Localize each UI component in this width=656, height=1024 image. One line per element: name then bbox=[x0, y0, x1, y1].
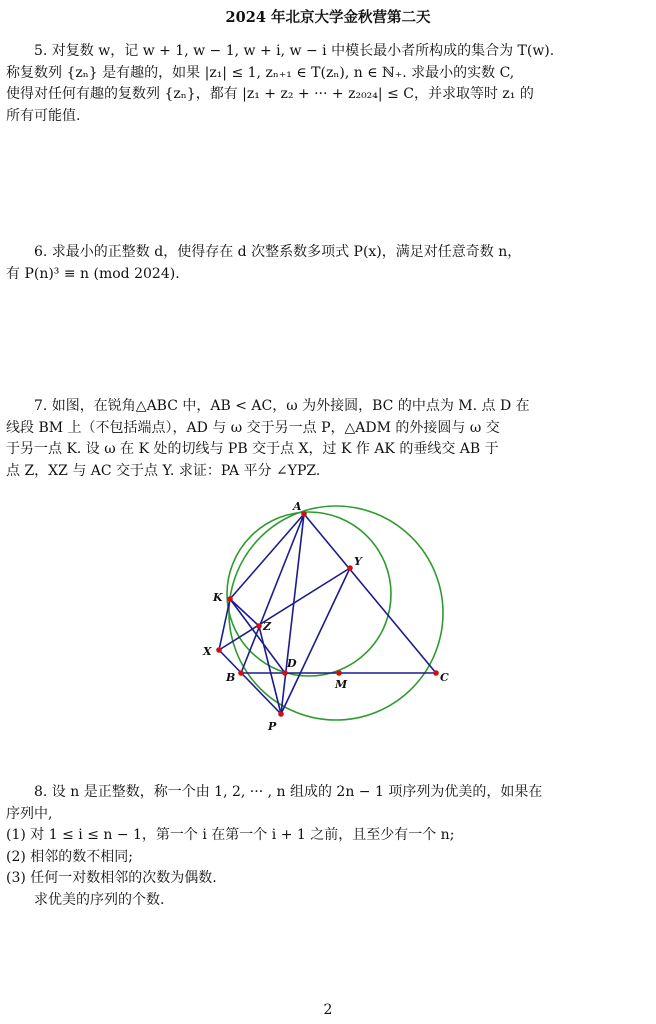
problem-8-line-1: 8. 设 n 是正整数，称一个由 1, 2, ··· , n 组成的 2n − 1 项序列为优美的，如果在 bbox=[34, 784, 543, 800]
problem-6-line-2: 有 P(n)³ ≡ n (mod 2024). bbox=[6, 265, 180, 282]
label-c: C bbox=[440, 671, 449, 684]
problem-7-line-4: 点 Z，XZ 与 AC 交于点 Y. 求证：PA 平分 ∠YPZ. bbox=[6, 462, 321, 479]
problem-8-question: 求优美的序列的个数. bbox=[34, 891, 165, 908]
problem-5-line-2: 称复数列 {zₙ} 是有趣的，如果 |z₁| ≤ 1, zₙ₊₁ ∈ T(zₙ), n ∈ ℕ₊. 求最小的实数 C, bbox=[6, 64, 515, 81]
label-p: P bbox=[268, 720, 277, 730]
problem-6 bbox=[6, 242, 650, 285]
label-z: Z bbox=[263, 620, 272, 633]
point-m bbox=[336, 670, 342, 676]
problem-5-line-4: 所有可能值. bbox=[6, 107, 81, 124]
page-number: 2 bbox=[323, 1002, 333, 1018]
label-k: K bbox=[213, 591, 223, 604]
problem-7-line-3: 于另一点 K. 设 ω 在 K 处的切线与 PB 交于点 X，过 K 作 AK 的垂线交 AB 于 bbox=[6, 441, 499, 457]
point-p bbox=[278, 711, 284, 717]
label-b: B bbox=[226, 671, 236, 684]
geometry-figure bbox=[195, 497, 465, 730]
problem-8-condition-1: (1) 对 1 ≤ i ≤ n − 1，第一个 i 在第一个 i + 1 之前，且至少有一个 n; bbox=[6, 827, 455, 843]
point-d bbox=[282, 670, 288, 676]
point-a bbox=[301, 511, 307, 517]
label-y: Y bbox=[354, 555, 362, 568]
label-m: M bbox=[335, 678, 348, 691]
label-a: A bbox=[293, 500, 302, 513]
problem-7-line-2: 线段 BM 上（不包括端点），AD 与 ω 交于另一点 P，△ADM 的外接圆与 ω 交 bbox=[6, 419, 500, 436]
problem-5 bbox=[6, 41, 650, 127]
point-y bbox=[347, 565, 353, 571]
label-d: D bbox=[287, 657, 297, 670]
problem-7-line-1: 7. 如图，在锐角△ABC 中，AB < AC，ω 为外接圆，BC 的中点为 M. 点 D 在 bbox=[34, 398, 530, 414]
problem-7 bbox=[6, 396, 650, 482]
segment-ak bbox=[230, 514, 304, 599]
segment-kz bbox=[230, 599, 259, 626]
point-z bbox=[256, 623, 262, 629]
problem-8-line-2: 序列中, bbox=[6, 805, 53, 822]
problem-8-condition-3: (3) 任何一对数相邻的次数为偶数. bbox=[6, 870, 217, 886]
problem-5-line-1: 5. 对复数 w，记 w + 1, w − 1, w + i, w − i 中模长最小者所构成的集合为 T(w). bbox=[34, 43, 555, 59]
problem-8 bbox=[6, 782, 650, 911]
segment-kx bbox=[219, 599, 230, 650]
point-b bbox=[238, 670, 244, 676]
label-x: X bbox=[203, 645, 212, 658]
point-x bbox=[216, 647, 222, 653]
problem-5-line-3: 使得对任何有趣的复数列 {zₙ}，都有 |z₁ + z₂ + ··· + z₂₀₂₄| ≤ C，并求取等时 z₁ 的 bbox=[6, 86, 534, 102]
point-c bbox=[433, 670, 439, 676]
problem-6-line-1: 6. 求最小的正整数 d，使得存在 d 次整系数多项式 P(x)，满足对任意奇数 n， bbox=[34, 244, 522, 260]
page-title: 2024 年北京大学金秋营第二天 bbox=[225, 9, 431, 26]
problem-8-condition-2: (2) 相邻的数不相同; bbox=[6, 848, 133, 865]
point-k bbox=[227, 596, 233, 602]
